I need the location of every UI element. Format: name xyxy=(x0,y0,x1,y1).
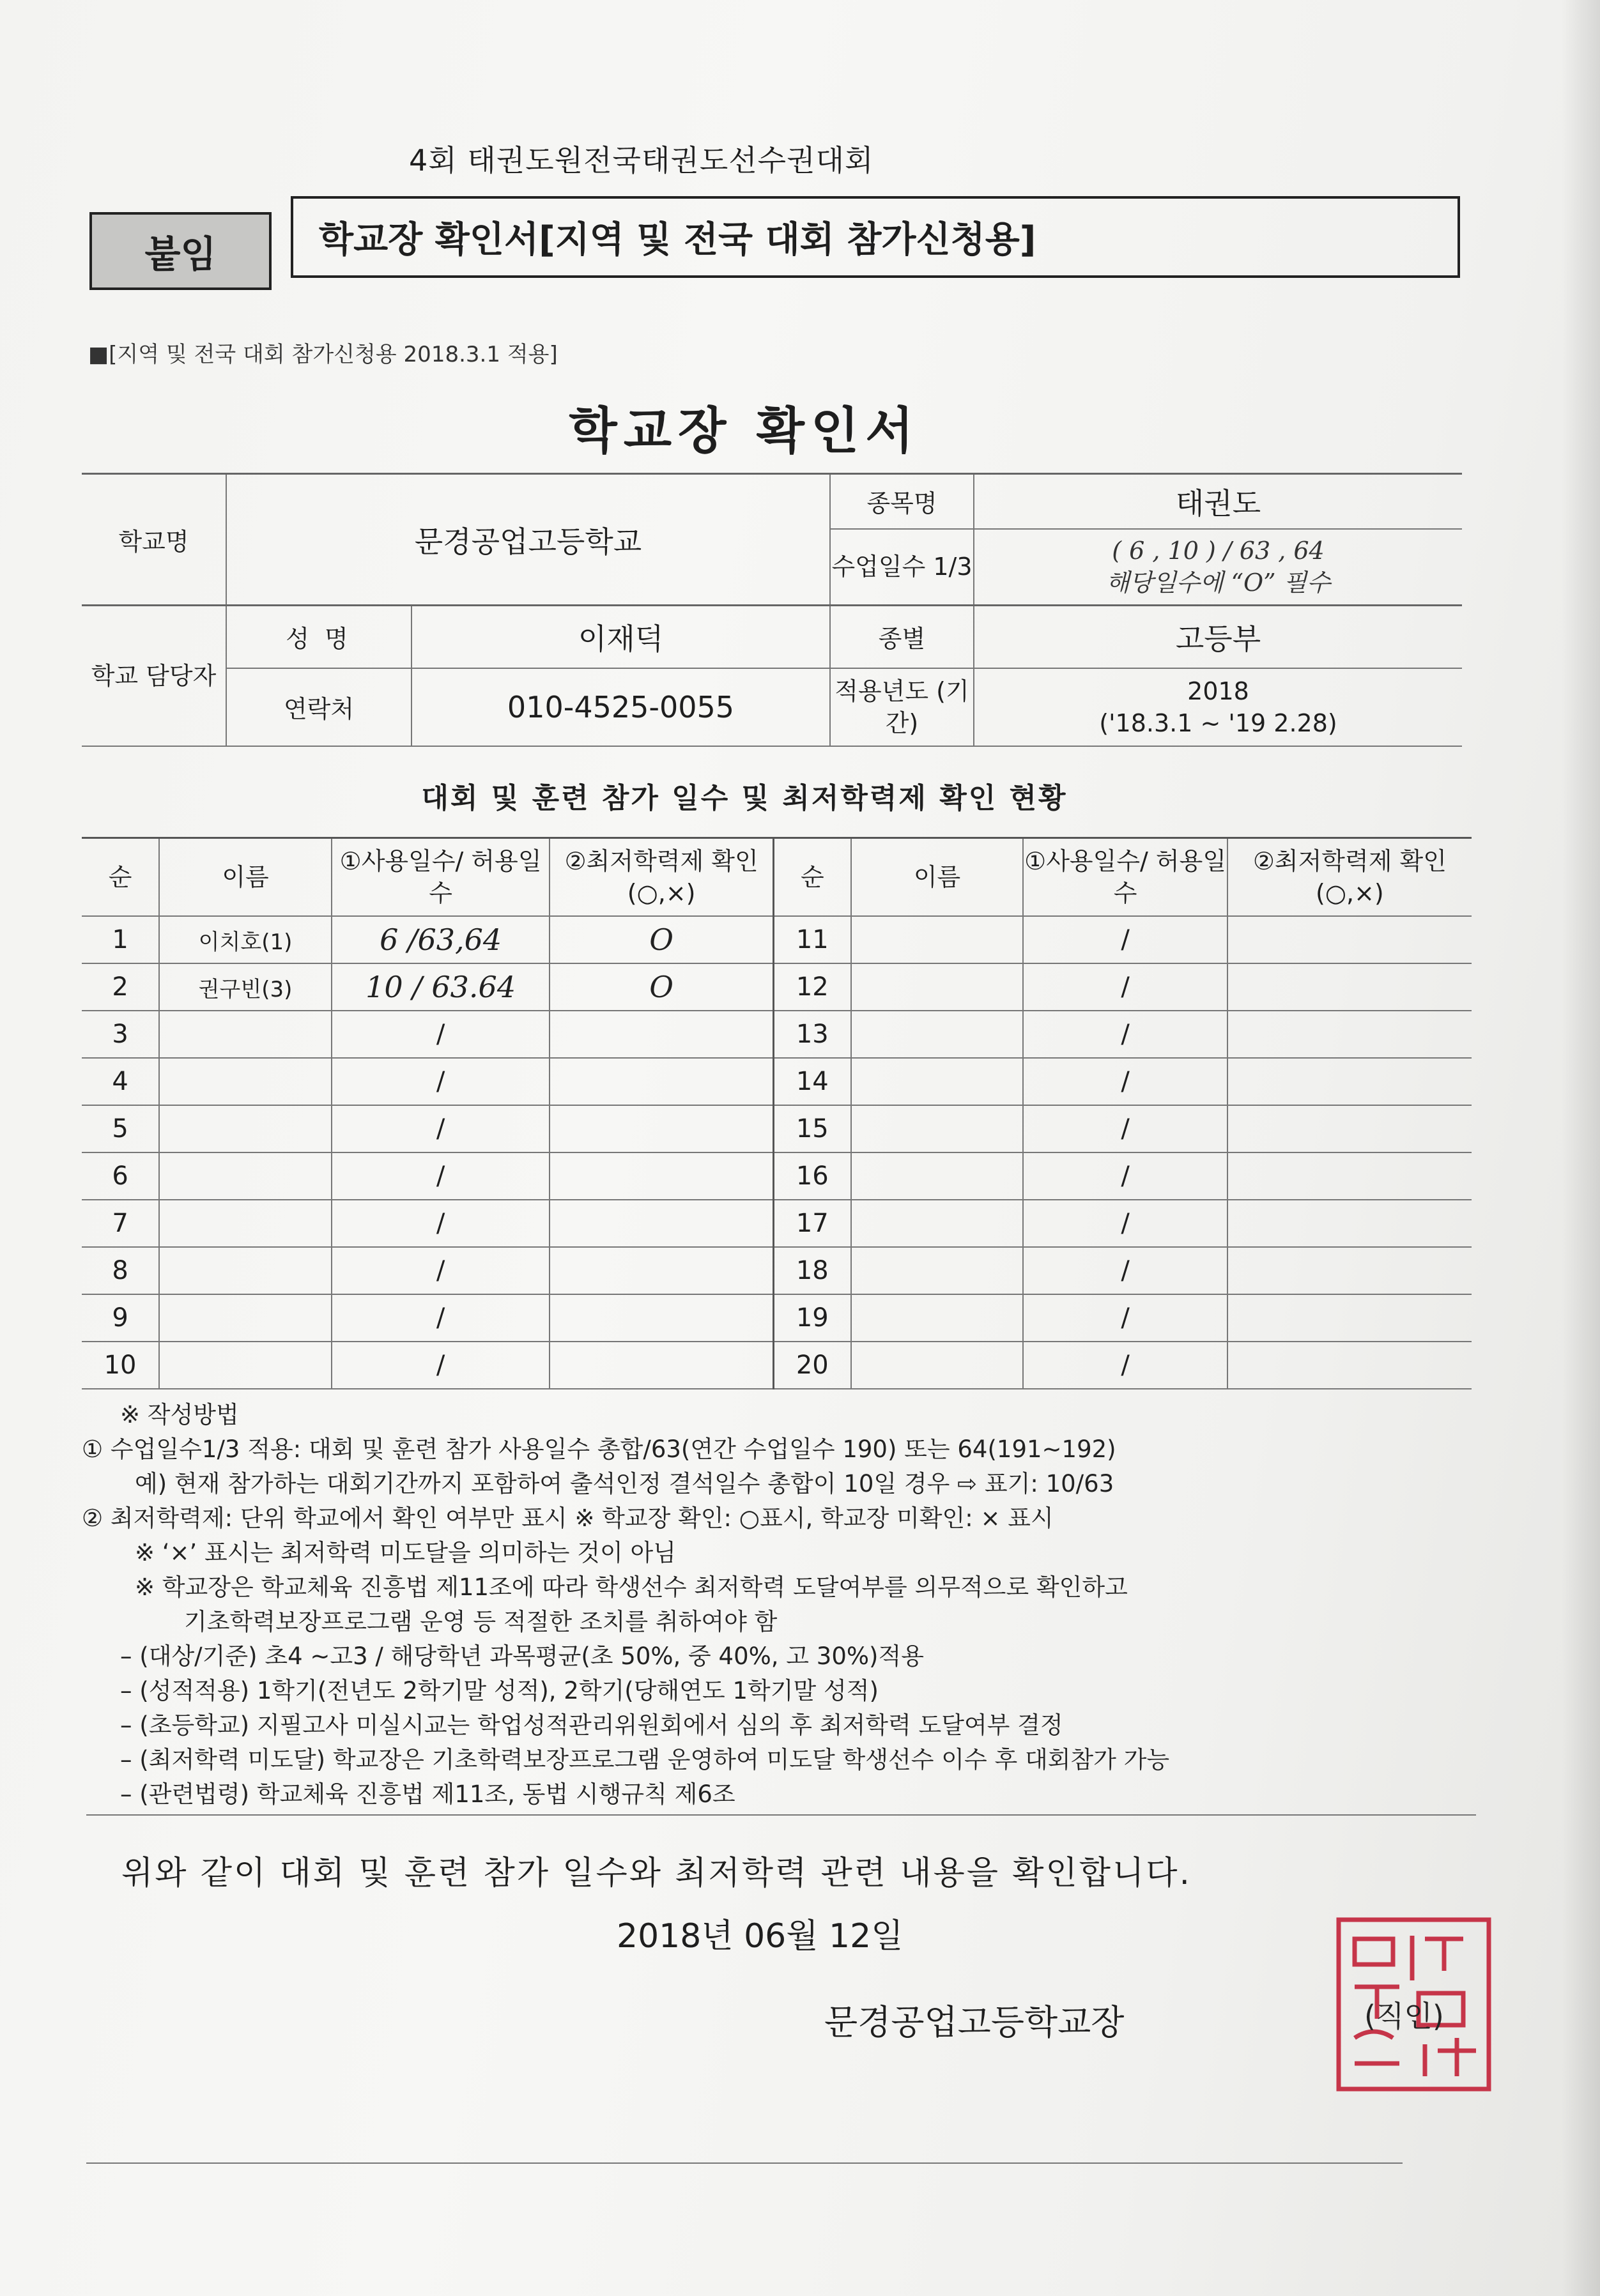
contact-person-label: 학교 담당자 xyxy=(82,606,226,746)
paper-shadow xyxy=(1562,0,1600,2296)
academic-check xyxy=(1227,1011,1472,1058)
days-used: / xyxy=(1023,916,1227,963)
division-label: 종별 xyxy=(830,606,974,668)
player-name xyxy=(851,963,1024,1011)
academic-check xyxy=(550,1342,773,1389)
table-row xyxy=(82,1058,1472,1105)
bottom-rule xyxy=(86,2162,1403,2164)
document-heading-text: 학교장 확인서[지역 및 전국 대회 참가신청용] xyxy=(319,219,1036,261)
academic-check xyxy=(1227,1200,1472,1247)
principal-signature-line: 문경공업고등학교장 xyxy=(824,2002,1125,2042)
days-used: 6 /63,64 xyxy=(332,916,550,963)
player-name xyxy=(851,1105,1024,1152)
roster-table xyxy=(82,837,1472,1389)
phone-label: 연락처 xyxy=(226,668,412,746)
event-value: 태권도 xyxy=(974,474,1462,529)
days-used: / xyxy=(1023,1342,1227,1389)
academic-check xyxy=(1227,1152,1472,1200)
days-used: 10 / 63.64 xyxy=(332,963,550,1011)
days-used: / xyxy=(1023,1247,1227,1294)
note-line: – (초등학교) 지필고사 미실시교는 학업성적관리위원회에서 심의 후 최저학력 도달여부 결정 xyxy=(120,1711,1063,1739)
player-name xyxy=(159,1058,332,1105)
academic-check xyxy=(1227,1247,1472,1294)
header-name: 이름 xyxy=(851,838,1024,917)
academic-check xyxy=(1227,1294,1472,1342)
player-name xyxy=(851,916,1024,963)
row-number: 3 xyxy=(82,1011,159,1058)
days-used: / xyxy=(332,1011,550,1058)
note-line: ※ ‘×’ 표시는 최저학력 미도달을 의미하는 것이 아님 xyxy=(135,1539,676,1566)
year-label: 적용년도 (기간) xyxy=(830,668,974,746)
player-name xyxy=(851,1294,1024,1342)
days-used: / xyxy=(332,1247,550,1294)
days-used: / xyxy=(332,1058,550,1105)
days-used: / xyxy=(1023,1058,1227,1105)
row-number: 12 xyxy=(774,963,851,1011)
writing-instructions xyxy=(82,1398,1488,1812)
school-name: 문경공업고등학교 xyxy=(226,474,830,606)
header-name: 이름 xyxy=(159,838,332,917)
player-name xyxy=(851,1152,1024,1200)
roster-header-row xyxy=(82,838,1472,917)
academic-check xyxy=(1227,916,1472,963)
row-number: 8 xyxy=(82,1247,159,1294)
roster-body xyxy=(82,916,1472,1389)
days-used: / xyxy=(1023,1105,1227,1152)
note-line: – (관련법령) 학교체육 진흥법 제11조, 동법 시행규칙 제6조 xyxy=(120,1780,735,1808)
table-row xyxy=(82,1011,1472,1058)
divider-line xyxy=(86,1814,1476,1816)
academic-check xyxy=(1227,1058,1472,1105)
note-line: ② 최저학력제: 단위 학교에서 확인 여부만 표시 ※ 학교장 확인: ○표시, 학교장 미확인: × 표시 xyxy=(82,1504,1054,1532)
header-days: ①사용일수/ 허용일수 xyxy=(332,838,550,917)
year-cell xyxy=(974,668,1462,746)
days-used: / xyxy=(332,1294,550,1342)
days-label: 수업일수 1/3 xyxy=(830,529,974,606)
notes-heading: ※ 작성방법 xyxy=(120,1401,239,1428)
academic-check xyxy=(550,1294,773,1342)
academic-check xyxy=(1227,1342,1472,1389)
note-line: – (성적적용) 1학기(전년도 2학기말 성적), 2학기(당해연도 1학기말 성적) xyxy=(120,1677,879,1704)
year-period: ('18.3.1 ~ '19 2.28) xyxy=(1099,708,1337,737)
row-number: 10 xyxy=(82,1342,159,1389)
player-name xyxy=(159,1152,332,1200)
header-academic: ②최저학력제 확인(○,×) xyxy=(550,838,773,917)
row-number: 1 xyxy=(82,916,159,963)
academic-check xyxy=(550,1200,773,1247)
days-used: / xyxy=(332,1342,550,1389)
application-note: ■[지역 및 전국 대회 참가신청용 2018.3.1 적용] xyxy=(88,342,558,367)
note-line: ① 수업일수1/3 적용: 대회 및 훈련 참가 사용일수 총합/63(연간 수업일수 190) 또는 64(191~192) xyxy=(82,1435,1116,1463)
days-used: / xyxy=(332,1105,550,1152)
document-heading xyxy=(291,196,1460,278)
school-label: 학교명 xyxy=(82,474,226,606)
table-row xyxy=(82,1294,1472,1342)
player-name xyxy=(851,1342,1024,1389)
days-value: ( 6 , 10 ) / 63 , 64 xyxy=(1112,537,1325,565)
table-row xyxy=(82,1200,1472,1247)
row-number: 7 xyxy=(82,1200,159,1247)
row-number: 9 xyxy=(82,1294,159,1342)
table-row xyxy=(82,1247,1472,1294)
table-row xyxy=(82,916,1472,963)
player-name xyxy=(851,1247,1024,1294)
roster-section-title: 대회 및 훈련 참가 일수 및 최저학력제 확인 현황 xyxy=(421,782,1068,815)
name-label: 성 명 xyxy=(226,606,412,668)
academic-check xyxy=(1227,963,1472,1011)
academic-check: O xyxy=(550,916,773,963)
row-number: 18 xyxy=(774,1247,851,1294)
days-used: / xyxy=(1023,1294,1227,1342)
table-row xyxy=(82,1105,1472,1152)
row-number: 17 xyxy=(774,1200,851,1247)
academic-check xyxy=(550,1152,773,1200)
note-line: – (최저학력 미도달) 학교장은 기초학력보장프로그램 운영하여 미도달 학생선수 이수 후 대회참가 가능 xyxy=(120,1746,1170,1773)
player-name xyxy=(159,1200,332,1247)
player-name xyxy=(159,1247,332,1294)
row-number: 6 xyxy=(82,1152,159,1200)
days-cell xyxy=(974,529,1462,606)
table-row xyxy=(82,1152,1472,1200)
academic-check xyxy=(550,1247,773,1294)
note-line: 기초학력보장프로그램 운영 등 적절한 조치를 취하여야 함 xyxy=(184,1608,778,1635)
academic-check xyxy=(1227,1105,1472,1152)
name-value: 이재덕 xyxy=(412,606,830,668)
header-no: 순 xyxy=(82,838,159,917)
row-number: 5 xyxy=(82,1105,159,1152)
row-number: 19 xyxy=(774,1294,851,1342)
player-name xyxy=(851,1200,1024,1247)
days-note: 해당일수에 “O” 필수 xyxy=(1105,569,1331,597)
note-line: 예) 현재 참가하는 대회기간까지 포함하여 출석인정 결석일수 총합이 10일 경우 ⇨ 표기: 10/63 xyxy=(135,1470,1114,1497)
header-no: 순 xyxy=(774,838,851,917)
issue-date: 2018년 06월 12일 xyxy=(617,1917,904,1955)
days-used: / xyxy=(332,1152,550,1200)
main-title: 학교장 확인서 xyxy=(569,402,920,460)
phone-value: 010-4525-0055 xyxy=(412,668,830,746)
year-value: 2018 xyxy=(1187,677,1249,705)
row-number: 2 xyxy=(82,963,159,1011)
academic-check xyxy=(550,1058,773,1105)
player-name: 이치호(1) xyxy=(159,916,332,963)
seal-label: (직인) xyxy=(1364,1999,1444,2033)
attachment-label: 붙임 xyxy=(89,212,272,290)
division-value: 고등부 xyxy=(974,606,1462,668)
confirmation-statement: 위와 같이 대회 및 훈련 참가 일수와 최저학력 관련 내용을 확인합니다. xyxy=(121,1855,1192,1892)
academic-check xyxy=(550,1105,773,1152)
row-number: 20 xyxy=(774,1342,851,1389)
row-number: 15 xyxy=(774,1105,851,1152)
player-name xyxy=(159,1105,332,1152)
player-name xyxy=(851,1011,1024,1058)
player-name xyxy=(159,1011,332,1058)
info-table xyxy=(82,473,1462,747)
row-number: 16 xyxy=(774,1152,851,1200)
player-name xyxy=(159,1342,332,1389)
row-number: 11 xyxy=(774,916,851,963)
days-used: / xyxy=(1023,963,1227,1011)
days-used: / xyxy=(1023,1011,1227,1058)
table-row xyxy=(82,963,1472,1011)
days-used: / xyxy=(1023,1152,1227,1200)
days-used: / xyxy=(332,1200,550,1247)
days-used: / xyxy=(1023,1200,1227,1247)
header-academic: ②최저학력제 확인(○,×) xyxy=(1227,838,1472,917)
player-name: 권구빈(3) xyxy=(159,963,332,1011)
table-row xyxy=(82,1342,1472,1389)
header-days: ①사용일수/ 허용일수 xyxy=(1023,838,1227,917)
academic-check: O xyxy=(550,963,773,1011)
player-name xyxy=(851,1058,1024,1105)
note-line: – (대상/기준) 초4 ~고3 / 해당학년 과목평균(초 50%, 중 40%, 고 30%)적용 xyxy=(120,1642,924,1670)
player-name xyxy=(159,1294,332,1342)
event-label: 종목명 xyxy=(830,474,974,529)
note-line: ※ 학교장은 학교체육 진흥법 제11조에 따라 학생선수 최저학력 도달여부를 의무적으로 확인하고 xyxy=(135,1573,1128,1601)
event-title: 4회 태권도원전국태권도선수권대회 xyxy=(409,143,874,178)
row-number: 4 xyxy=(82,1058,159,1105)
row-number: 14 xyxy=(774,1058,851,1105)
row-number: 13 xyxy=(774,1011,851,1058)
academic-check xyxy=(550,1011,773,1058)
